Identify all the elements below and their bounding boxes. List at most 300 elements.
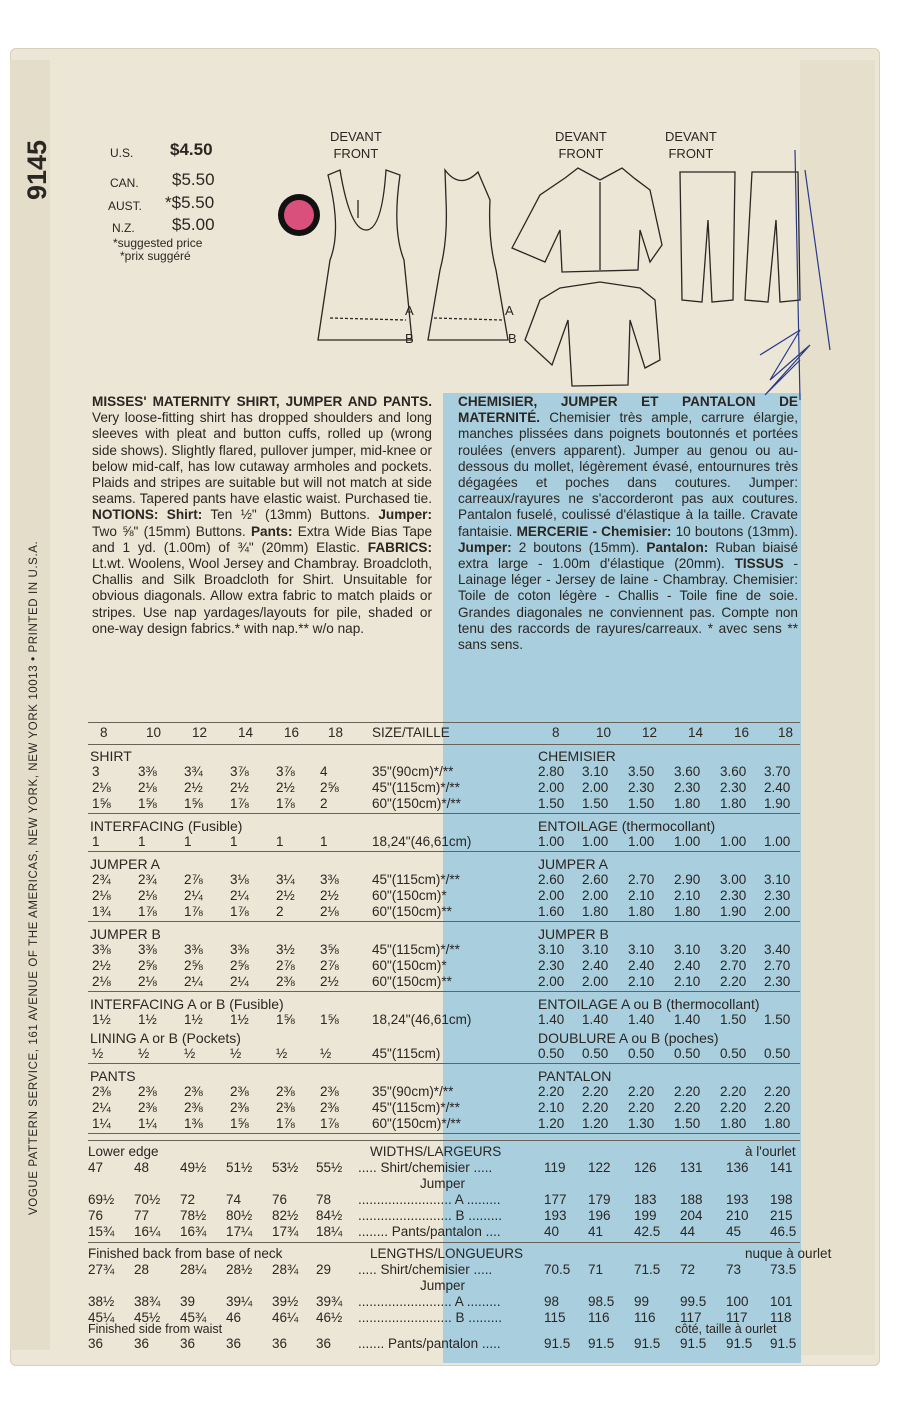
section-title-fr: JUMPER B: [538, 926, 609, 942]
widths-us: 49½: [180, 1160, 207, 1175]
widths-us: 76: [88, 1208, 104, 1223]
widths-metric: 198: [770, 1192, 793, 1207]
yardage-metric: 3.10: [582, 764, 609, 779]
yardage-us: 1: [92, 834, 100, 849]
yardage-metric: 2.40: [582, 958, 609, 973]
yardage-metric: 1.60: [538, 904, 565, 919]
lengths-us: 36: [272, 1336, 288, 1351]
widths-us: 77: [134, 1208, 150, 1223]
yardage-metric: 1.80: [720, 796, 747, 811]
widths-metric: 179: [588, 1192, 611, 1207]
yardage-us: 2⅝: [138, 958, 157, 973]
widths-us: 51½: [226, 1160, 253, 1175]
yardage-us: 3¼: [276, 872, 295, 887]
yardage-metric: 1.90: [720, 904, 747, 919]
yardage-us: 1⅝: [230, 1116, 249, 1131]
front-label-shirt: DEVANT FRONT: [555, 129, 607, 161]
description-french: CHEMISIER, JUMPER ET PANTALON DE MATERNITÉ. Chemisier très ample, carrure élargie, manches plissées dans poignets boutonnés et portées roulées (envers apparent). Jumper au genou ou au-dessous du mollet, légèrement évasé, entournures très dégagées et poches dans coutures. Jumper: carreaux/rayures ne s'accorderont pas aux coutures. Pantalon fuselé, coulissé d'élastique à la taille. Cravate fantaisie. MERCERIE - Chemisier: 10 boutons (13mm). Jumper: 2 boutons (15mm). Pantalon: Ruban biaisé extra large - 1.00m d'élastique (20mm). TISSUS - Lainage léger - Jersey de laine - Chambray. Chemisier: Toile de coton légère - Challis - Toile fine de soie. Grandes diagonales ne conviennent pas. Compte non tenu des raccords de rayures/carreaux. * avec sens ** sans sens.: [458, 394, 799, 653]
yardage-metric: 1.00: [720, 834, 747, 849]
lengths-metric: 91.5: [726, 1336, 753, 1351]
lengths-jumper-label: Jumper: [420, 1278, 466, 1293]
yardage-us: 1: [276, 834, 284, 849]
section-title-fr: DOUBLURE A ou B (poches): [538, 1030, 719, 1046]
yardage-us: 3⅜: [320, 872, 339, 887]
price-region: U.S.: [110, 146, 134, 160]
yardage-metric: 1.40: [674, 1012, 701, 1027]
yardage-metric: 2.00: [582, 974, 609, 989]
yardage-metric: 3.10: [538, 942, 565, 957]
shirt-front-sketch: [512, 168, 662, 272]
yardage-metric: 2.30: [764, 974, 791, 989]
rule-header: [88, 744, 800, 745]
size-label-metric: 12: [642, 725, 658, 740]
lengths-right-label: nuque à ourlet: [745, 1246, 832, 1261]
yardage-metric: 2.00: [538, 888, 565, 903]
fabric-width: 45"(115cm): [372, 1046, 441, 1061]
widths-row-label: ........ Pants/pantalon ....: [358, 1224, 501, 1239]
lengths-metric: 70.5: [544, 1262, 571, 1277]
yardage-us: 1: [230, 834, 238, 849]
jumper-back-sketch: [428, 170, 508, 340]
yardage-us: 2½: [320, 888, 339, 903]
yardage-metric: 1.00: [628, 834, 655, 849]
yardage-us: ½: [276, 1046, 288, 1061]
lengths-us: 27¾: [88, 1262, 115, 1277]
section-rule: [88, 991, 800, 992]
lengths-us: 36: [88, 1336, 104, 1351]
lengths-metric: 91.5: [544, 1336, 571, 1351]
widths-title: WIDTHS/LARGEURS: [370, 1144, 502, 1159]
size-label-us: 12: [192, 725, 208, 740]
price-value: *$5.50: [165, 193, 215, 212]
price-region: N.Z.: [112, 221, 135, 235]
yardage-us: 1: [184, 834, 192, 849]
widths-rule: [88, 1140, 800, 1141]
yardage-us: 2½: [230, 780, 249, 795]
size-label-us: 10: [146, 725, 162, 740]
fabric-width: 45"(115cm)*/**: [372, 1100, 460, 1115]
yardage-us: 2⅝: [320, 780, 339, 795]
widths-us: 82½: [272, 1208, 299, 1223]
yardage-us: 2⅜: [320, 1100, 339, 1115]
front-label-pants: DEVANT FRONT: [665, 129, 717, 161]
lengths-side-left: Finished side from waist: [88, 1322, 223, 1336]
yardage-us: 3½: [276, 942, 295, 957]
yardage-metric: 2.20: [764, 1100, 791, 1115]
yardage-metric: 2.10: [674, 888, 701, 903]
price-value: $4.50: [170, 140, 213, 159]
widths-us: 55½: [316, 1160, 343, 1175]
section-title-en: INTERFACING (Fusible): [90, 818, 243, 834]
lengths-metric: 116: [588, 1310, 610, 1325]
lengths-us: 39¼: [226, 1294, 253, 1309]
yardage-metric: 2.20: [582, 1084, 609, 1099]
yardage-metric: 2.60: [538, 872, 565, 887]
widths-metric: 119: [544, 1160, 566, 1175]
lengths-metric: 71.5: [634, 1262, 661, 1277]
widths-metric: 177: [544, 1192, 567, 1207]
yardage-us: ½: [138, 1046, 150, 1061]
yardage-us: 2¼: [92, 1100, 111, 1115]
lengths-metric: 117: [680, 1310, 702, 1325]
yardage-metric: 1.00: [764, 834, 791, 849]
yardage-metric: 1.80: [582, 904, 609, 919]
lengths-side-right: côté, taille à ourlet: [675, 1322, 777, 1336]
yardage-metric: 3.70: [764, 764, 791, 779]
yardage-metric: 2.30: [674, 780, 701, 795]
size-label-metric: 16: [734, 725, 750, 740]
widths-metric: 40: [544, 1224, 560, 1239]
yardage-us: 1: [138, 834, 146, 849]
yardage-metric: 2.70: [720, 958, 747, 973]
jumper-front-sketch: [318, 170, 412, 340]
yardage-metric: 1.80: [628, 904, 655, 919]
section-title-fr: PANTALON: [538, 1068, 612, 1084]
yardage-metric: 2.00: [538, 974, 565, 989]
yardage-us: 1¾: [92, 904, 111, 919]
yardage-metric: 2.70: [628, 872, 655, 887]
lengths-metric: 117: [726, 1310, 748, 1325]
yardage-metric: 2.20: [674, 1084, 701, 1099]
yardage-us: 2: [320, 796, 328, 811]
yardage-us: 2⅞: [184, 872, 203, 887]
lengths-metric: 73: [726, 1262, 742, 1277]
yardage-metric: 1.40: [538, 1012, 565, 1027]
lengths-metric: 71: [588, 1262, 604, 1277]
lengths-us: 45¾: [180, 1310, 207, 1325]
yardage-metric: 1.50: [764, 1012, 791, 1027]
fabric-width: 60"(150cm)*: [372, 958, 447, 973]
yardage-metric: 2.10: [538, 1100, 565, 1115]
yardage-us: 1⅝: [320, 1012, 339, 1027]
lengths-title: LENGTHS/LONGUEURS: [370, 1246, 524, 1261]
widths-us: 17¾: [272, 1224, 299, 1239]
lengths-metric: 100: [726, 1294, 749, 1309]
lengths-metric: 98.5: [588, 1294, 615, 1309]
yardage-metric: 1.00: [582, 834, 609, 849]
lengths-metric: 91.5: [588, 1336, 615, 1351]
view-a-label-shirt: A: [505, 303, 514, 318]
yardage-metric: 2.40: [674, 958, 701, 973]
yardage-us: 2⅛: [92, 974, 111, 989]
price-value: $5.50: [172, 170, 215, 189]
yardage-us: ½: [92, 1046, 104, 1061]
widths-metric: 193: [726, 1192, 749, 1207]
yardage-metric: 3.10: [582, 942, 609, 957]
lengths-us: 28¼: [180, 1262, 207, 1277]
size-label-us: 18: [328, 725, 344, 740]
yardage-us: 1: [320, 834, 328, 849]
fabric-width: 45"(115cm)*/**: [372, 780, 460, 795]
yardage-us: 2: [276, 904, 284, 919]
widths-us: 15¾: [88, 1224, 115, 1239]
yardage-us: 3⅜: [230, 942, 249, 957]
yardage-us: 2⅛: [320, 904, 339, 919]
yardage-us: 2⅛: [92, 780, 111, 795]
yardage-metric: 1.50: [628, 796, 655, 811]
yardage-metric: 1.20: [582, 1116, 609, 1131]
lengths-us: 46¼: [272, 1310, 299, 1325]
yardage-metric: 1.50: [538, 796, 565, 811]
yardage-us: 2⅛: [138, 974, 157, 989]
section-rule: [88, 921, 800, 922]
yardage-metric: 2.70: [764, 958, 791, 973]
yardage-metric: 1.80: [674, 796, 701, 811]
widths-us: 78: [316, 1192, 332, 1207]
yardage-us: 3⅜: [138, 942, 157, 957]
yardage-metric: 2.80: [538, 764, 565, 779]
widths-metric: 44: [680, 1224, 696, 1239]
yardage-us: 2⅜: [320, 1084, 339, 1099]
yardage-us: ½: [320, 1046, 332, 1061]
yardage-us: 1¼: [138, 1116, 157, 1131]
section-title-fr: ENTOILAGE (thermocollant): [538, 818, 716, 834]
yardage-metric: 1.00: [538, 834, 565, 849]
yardage-us: 2⅜: [230, 1084, 249, 1099]
yardage-metric: 3.20: [720, 942, 747, 957]
yardage-metric: 2.20: [674, 1100, 701, 1115]
widths-right-label: à l'ourlet: [745, 1144, 796, 1159]
lengths-row-label: ..... Shirt/chemisier .....: [358, 1262, 493, 1277]
widths-us: 84½: [316, 1208, 343, 1223]
widths-us: 16¾: [180, 1224, 207, 1239]
section-title-en: PANTS: [90, 1068, 136, 1084]
yardage-metric: 1.40: [628, 1012, 655, 1027]
lengths-metric: 118: [770, 1310, 792, 1325]
widths-metric: 193: [544, 1208, 567, 1223]
widths-metric: 196: [588, 1208, 611, 1223]
lengths-metric: 98: [544, 1294, 560, 1309]
yardage-metric: 1.00: [674, 834, 701, 849]
fabric-width: 60"(150cm)*/**: [372, 796, 461, 811]
yardage-us: 1¼: [92, 1116, 111, 1131]
pattern-number: 9145: [22, 139, 52, 200]
yardage-metric: 2.40: [764, 780, 791, 795]
publisher-address: VOGUE PATTERN SERVICE, 161 AVENUE OF THE AMERICAS, NEW YORK, NEW YORK 10013 • PRINTED IN U.S.A.: [28, 540, 40, 1215]
lengths-us: 29: [316, 1262, 332, 1277]
widths-metric: 210: [726, 1208, 749, 1223]
widths-us: 72: [180, 1192, 196, 1207]
yardage-metric: 2.10: [628, 888, 655, 903]
yardage-us: 2½: [276, 780, 295, 795]
yardage-us: 3⅜: [138, 764, 157, 779]
lengths-us: 28: [134, 1262, 150, 1277]
lengths-metric: 99.5: [680, 1294, 707, 1309]
yardage-us: ½: [230, 1046, 242, 1061]
yardage-metric: 0.50: [628, 1046, 655, 1061]
section-rule: [88, 851, 800, 852]
yardage-us: 2⅝: [230, 958, 249, 973]
lengths-metric: 99: [634, 1294, 650, 1309]
yardage-metric: 3.00: [720, 872, 747, 887]
size-label-us: 14: [238, 725, 254, 740]
yardage-us: 2½: [92, 958, 111, 973]
yardage-metric: 2.00: [582, 888, 609, 903]
yardage-us: 3⅞: [230, 764, 249, 779]
yardage-us: 2⅜: [230, 1100, 249, 1115]
yardage-us: 3⅞: [276, 764, 295, 779]
widths-row-label: ......................... B .........: [358, 1208, 503, 1223]
yardage-us: 2⅝: [184, 958, 203, 973]
lengths-us: 46: [226, 1310, 242, 1325]
yardage-us: 1⅝: [138, 796, 157, 811]
yardage-us: 1⅞: [276, 796, 295, 811]
widths-metric: 204: [680, 1208, 703, 1223]
yardage-us: 1⅞: [276, 1116, 295, 1131]
size-label-metric: 10: [596, 725, 612, 740]
lengths-us: 36: [134, 1336, 150, 1351]
widths-metric: 188: [680, 1192, 703, 1207]
lengths-metric: 101: [770, 1294, 793, 1309]
widths-us: 69½: [88, 1192, 115, 1207]
lengths-us: 38½: [88, 1294, 115, 1309]
widths-metric: 122: [588, 1160, 611, 1175]
lengths-left-label: Finished back from base of neck: [88, 1246, 283, 1261]
widths-metric: 141: [770, 1160, 793, 1175]
section-title-fr: CHEMISIER: [538, 748, 616, 764]
lengths-us: 39½: [272, 1294, 299, 1309]
yardage-us: 1½: [230, 1012, 249, 1027]
yardage-metric: 3.50: [628, 764, 655, 779]
pants-back-sketch: [745, 172, 800, 302]
widths-row-label: ..... Shirt/chemisier .....: [358, 1160, 493, 1175]
lengths-row-label: ......................... B .........: [358, 1310, 503, 1325]
lengths-us: 38¾: [134, 1294, 161, 1309]
shirt-back-sketch: [525, 282, 660, 386]
yardage-us: 3⅜: [184, 942, 203, 957]
yardage-us: 2⅜: [184, 1084, 203, 1099]
widths-us: 47: [88, 1160, 104, 1175]
yardage-us: 2¾: [92, 872, 111, 887]
size-label-metric: 18: [778, 725, 794, 740]
widths-left-label: Lower edge: [88, 1144, 159, 1159]
size-label-metric: 14: [688, 725, 704, 740]
widths-us: 78½: [180, 1208, 207, 1223]
yardage-metric: 2.30: [538, 958, 565, 973]
lengths-metric: 115: [544, 1310, 566, 1325]
yardage-metric: 1.50: [582, 796, 609, 811]
fabric-width: 18,24"(46,61cm): [372, 834, 472, 849]
view-a-label-jumper: A: [405, 303, 414, 318]
lengths-metric: 91.5: [770, 1336, 797, 1351]
rule-top: [88, 722, 800, 723]
yardage-metric: 2.20: [720, 1100, 747, 1115]
yardage-metric: 1.90: [764, 796, 791, 811]
yardage-us: 2½: [276, 888, 295, 903]
yardage-us: 1⅝: [276, 1012, 295, 1027]
yardage-us: 2⅜: [276, 1084, 295, 1099]
yardage-us: 1½: [138, 1012, 157, 1027]
size-label-metric: 8: [552, 725, 560, 740]
yardage-metric: 2.30: [628, 780, 655, 795]
section-rule: [88, 1133, 800, 1134]
yardage-metric: 1.80: [720, 1116, 747, 1131]
yardage-us: 2⅜: [138, 1100, 157, 1115]
yardage-metric: 0.50: [764, 1046, 791, 1061]
lengths-metric: 72: [680, 1262, 696, 1277]
yardage-metric: 2.00: [538, 780, 565, 795]
lengths-us: 39¾: [316, 1294, 343, 1309]
yardage-us: 3¾: [184, 764, 203, 779]
yardage-metric: 3.60: [674, 764, 701, 779]
yardage-metric: 3.10: [674, 942, 701, 957]
yardage-metric: 2.20: [720, 974, 747, 989]
yardage-metric: 2.00: [764, 904, 791, 919]
yardage-metric: 2.30: [720, 888, 747, 903]
fabric-width: 45"(115cm)*/**: [372, 942, 460, 957]
lengths-rule: [88, 1242, 800, 1243]
yardage-us: 2⅛: [138, 780, 157, 795]
yardage-us: 2¼: [230, 888, 249, 903]
section-title-en: LINING A or B (Pockets): [90, 1030, 241, 1046]
lengths-metric: 73.5: [770, 1262, 797, 1277]
widths-metric: 45: [726, 1224, 742, 1239]
yardage-us: 1⅞: [320, 1116, 339, 1131]
price-region: CAN.: [110, 176, 139, 190]
widths-metric: 215: [770, 1208, 793, 1223]
lengths-metric: 91.5: [634, 1336, 661, 1351]
section-title-en: JUMPER A: [90, 856, 161, 872]
yardage-metric: 1.50: [674, 1116, 701, 1131]
widths-us: 74: [226, 1192, 242, 1207]
yardage-metric: 1.40: [582, 1012, 609, 1027]
yardage-metric: 2.60: [582, 872, 609, 887]
yardage-us: 2¼: [184, 888, 203, 903]
widths-metric: 42.5: [634, 1224, 661, 1239]
yardage-metric: 3.40: [764, 942, 791, 957]
yardage-metric: 2.90: [674, 872, 701, 887]
yardage-metric: 2.20: [538, 1084, 565, 1099]
description-english: MISSES' MATERNITY SHIRT, JUMPER AND PANTS. Very loose-fitting shirt has dropped shoulders and long sleeves with pleat and button cuffs, rolled up (wrong side shows). Slightly flared, pullover jumper, mid-knee or below mid-calf, has low cutaway armholes and pockets. Plaids and stripes are suitable but will not match at side seams. Tapered pants have elastic waist. Purchased tie. NOTIONS: Shirt: Ten ½" (13mm) Buttons. Jumper: Two ⅝" (15mm) Buttons. Pants: Extra Wide Bias Tape and 1 yd. (1.00m) of ¾" (20mm) Elastic. FABRICS: Lt.wt. Woolens, Wool Jersey and Chambray. Broadcloth, Challis and Silk Broadcloth for Shirt. Unsuitable for obvious diagonals. Allow extra fabric to match plaids or stripes. Use nap yardages/layouts for pile, shaded or one-way design fabrics.* with nap.** w/o nap.: [92, 394, 433, 636]
yardage-us: 2¼: [184, 974, 203, 989]
yardage-metric: 0.50: [674, 1046, 701, 1061]
view-b-label-jumper: B: [405, 331, 414, 346]
yardage-us: ½: [184, 1046, 196, 1061]
yardage-us: 1⅝: [184, 796, 203, 811]
yardage-metric: 2.00: [582, 780, 609, 795]
pants-front-sketch: [680, 172, 735, 302]
lengths-us: 36: [180, 1336, 196, 1351]
suggested-price-note: *suggested price: [113, 236, 203, 250]
fabric-width: 60"(150cm)**: [372, 904, 452, 919]
yardage-metric: 2.20: [720, 1084, 747, 1099]
yardage-us: 2½: [320, 974, 339, 989]
yardage-us: 2⅜: [138, 1084, 157, 1099]
yardage-metric: 1.80: [674, 904, 701, 919]
section-rule: [88, 813, 800, 814]
front-label-jumper: DEVANT FRONT: [330, 129, 382, 161]
fabric-width: 60"(150cm)*/**: [372, 1116, 461, 1131]
widths-us: 70½: [134, 1192, 161, 1207]
yardage-us: 2⅛: [138, 888, 157, 903]
lengths-us: 45½: [134, 1310, 161, 1325]
yardage-metric: 3.60: [720, 764, 747, 779]
yardage-metric: 2.20: [628, 1100, 655, 1115]
size-label-us: 8: [100, 725, 108, 740]
price-region: AUST.: [108, 199, 143, 213]
fabric-width: 60"(150cm)*: [372, 888, 447, 903]
lengths-us: 45¼: [88, 1310, 115, 1325]
view-b-label-shirt: B: [508, 331, 517, 346]
lengths-us: 28¾: [272, 1262, 299, 1277]
widths-row-label: ......................... A .........: [358, 1192, 501, 1207]
yardage-metric: 2.10: [628, 974, 655, 989]
lengths-us: 28½: [226, 1262, 253, 1277]
yardage-us: 2⅜: [184, 1100, 203, 1115]
yardage-us: 1½: [92, 1012, 111, 1027]
yardage-us: 2⅜: [92, 1084, 111, 1099]
yardage-metric: 2.20: [582, 1100, 609, 1115]
